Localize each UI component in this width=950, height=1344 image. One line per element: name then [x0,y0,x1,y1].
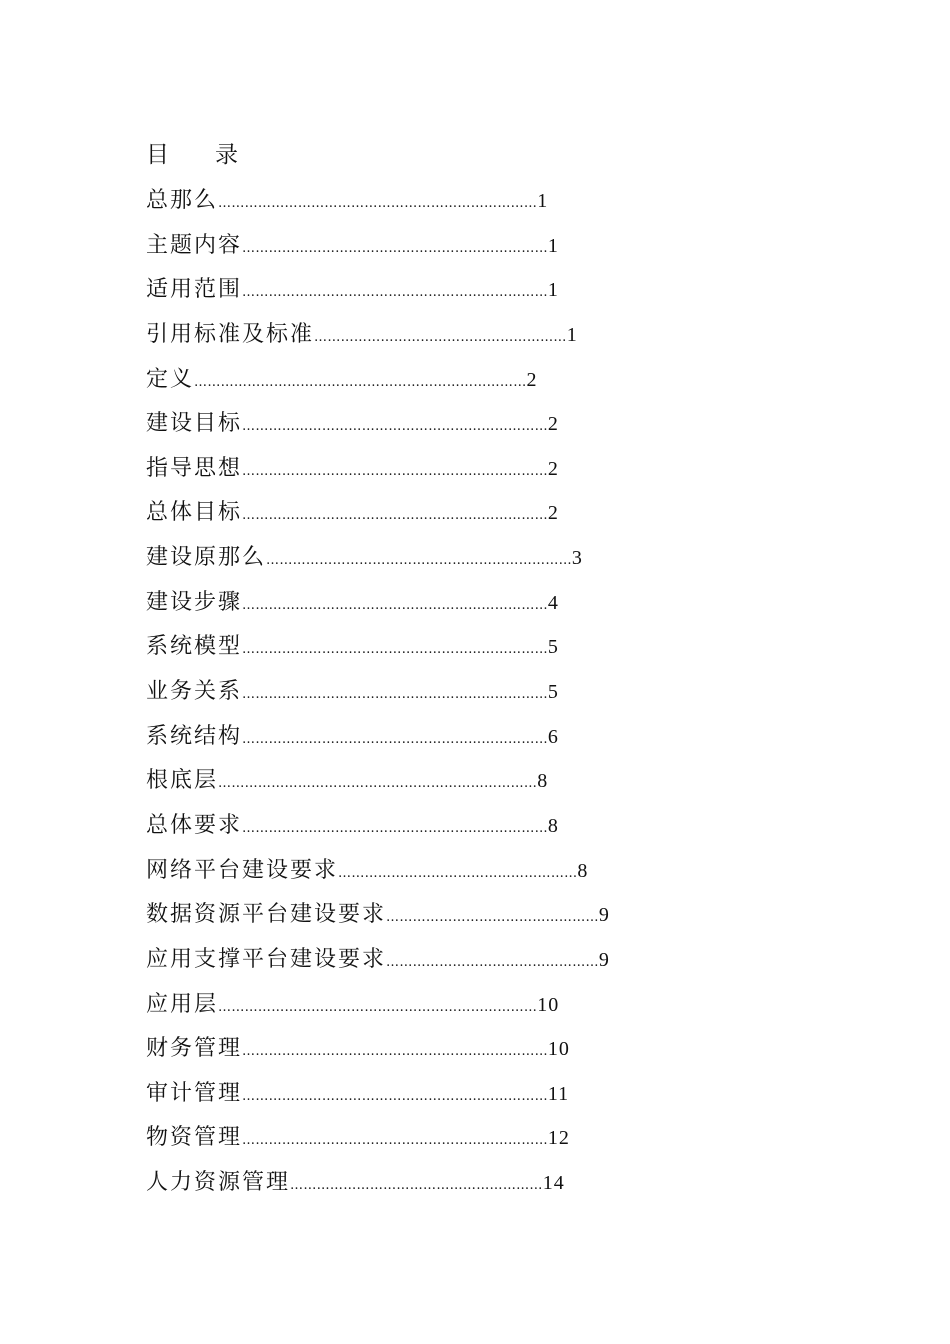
toc-entry-text: 审计管理 [146,1080,243,1106]
toc-entry[interactable] [146,454,610,499]
toc-entry[interactable] [146,766,610,811]
toc-entry-page: 1 [566,323,578,346]
toc-entry[interactable] [146,632,610,677]
toc-entry-page: 1 [547,234,559,257]
toc-entry-leader: ……………………………………………… [338,865,578,881]
toc-entry[interactable] [146,409,610,454]
toc-entry-leader: ………………………………………………………………… [194,374,527,390]
toc-entry[interactable] [146,275,610,320]
toc-entry[interactable] [146,320,610,365]
toc-entry[interactable] [146,722,610,767]
toc-entry-text: 总那么 [146,188,219,213]
toc-entry-leader: …………………………………………………………… [242,1133,548,1149]
toc-entry-page: 1 [547,279,559,302]
toc-entry[interactable] [146,498,610,543]
toc-entry-page: 10 [547,1038,570,1061]
toc-entry-page: 10 [537,993,560,1016]
toc-entry-leader: ……………………………………………………………… [218,999,538,1015]
toc-entry-text: 物资管理 [146,1125,243,1151]
toc-entry-page: 9 [598,948,610,971]
toc-entry-leader: …………………………………………………………… [242,687,548,703]
toc-entry[interactable] [146,1168,610,1213]
toc-entry-text: 主题内容 [146,232,243,258]
toc-entry-text: 系统结构 [146,723,243,749]
toc-entry-page: 5 [547,681,559,704]
toc-title: 目 录 [146,142,238,168]
toc-entry-leader: …………………………………………………………… [242,240,548,256]
toc-entry-leader: …………………………………………………………… [242,1044,548,1060]
toc-entry-page: 8 [577,859,589,882]
toc-entry-text: 总体目标 [146,500,243,526]
toc-entry[interactable] [146,1079,610,1124]
toc-entry-text: 引用标准及标准 [146,321,315,347]
toc-entry-page: 6 [547,725,559,748]
toc-entry-leader: ………………………………………… [386,910,599,926]
toc-entry-leader: …………………………………………………………… [242,508,548,524]
toc-entry-text: 建设原那么 [146,545,267,571]
toc-entry-leader: …………………………………………………………… [266,553,572,569]
toc-entry-text: 应用支撑平台建设要求 [146,946,387,972]
toc-entry-page: 2 [526,368,538,391]
toc-entry[interactable] [146,900,610,945]
toc-entry-text: 数据资源平台建设要求 [146,902,387,928]
toc-entry-page: 4 [547,591,559,614]
toc-entry-leader: …………………………………………………………… [242,597,548,613]
toc-entry-leader: …………………………………………………………… [242,419,548,435]
toc-entry-text: 指导思想 [146,455,243,481]
toc-entry-text: 建设目标 [146,411,243,437]
toc-entry[interactable] [146,856,610,901]
toc-entry-text: 财务管理 [146,1036,243,1062]
toc-entry[interactable] [146,990,610,1035]
toc-entry-page: 14 [542,1172,565,1195]
toc-entry-page: 1 [537,190,549,212]
toc-entry-leader: …………………………………………………………… [242,642,548,658]
toc-entry[interactable] [146,1123,610,1168]
toc-entry-text: 总体要求 [146,812,243,838]
toc-entry-text: 建设步骤 [146,589,243,615]
toc-entry-leader: ………………………………………… [386,954,599,970]
toc-entry-page: 5 [547,636,559,659]
toc-entry-page: 2 [547,502,559,525]
toc-entry[interactable] [146,588,610,633]
toc-entry[interactable] [146,543,610,588]
toc-entry[interactable] [146,186,610,231]
toc-entry-text: 网络平台建设要求 [146,857,339,883]
toc-entry-page: 2 [547,457,559,480]
toc-entry[interactable] [146,365,610,410]
toc-entry[interactable] [146,945,610,990]
toc-entry-page: 8 [547,814,559,837]
toc-entry-leader: …………………………………………………………… [242,463,548,479]
toc-entry[interactable] [146,231,610,276]
toc-entry-page: 9 [598,904,610,927]
toc-entry[interactable] [146,811,610,856]
toc-entry-page: 8 [537,770,549,793]
toc-entry[interactable] [146,1034,610,1079]
toc-entry-page: 11 [547,1082,570,1105]
toc-entry-leader: ……………………………………………………………… [218,196,538,211]
toc-entry-leader: ………………………………………………… [290,1178,543,1194]
toc-entry-leader: …………………………………………………………… [242,731,548,747]
toc-entry-text: 适用范围 [146,277,243,303]
toc-entry-page: 12 [547,1127,570,1150]
toc-entry-page: 3 [571,547,583,570]
toc-entry-text: 业务关系 [146,679,243,705]
toc-entry-text: 定义 [146,366,195,392]
toc-entry-text: 人力资源管理 [146,1170,291,1196]
toc-entry-leader: ……………………………………………………………… [218,776,538,792]
toc-entry-text: 根底层 [146,768,219,794]
toc-entry-text: 应用层 [146,991,219,1017]
toc-entry-page: 2 [547,413,559,436]
toc-entry-text: 系统模型 [146,634,243,660]
toc-entry-leader: ………………………………………………… [314,329,567,345]
toc-list [146,186,610,1213]
toc-entry-leader: …………………………………………………………… [242,820,548,836]
toc-entry-leader: …………………………………………………………… [242,1088,548,1104]
toc-entry-leader: …………………………………………………………… [242,285,548,301]
toc-entry[interactable] [146,677,610,722]
